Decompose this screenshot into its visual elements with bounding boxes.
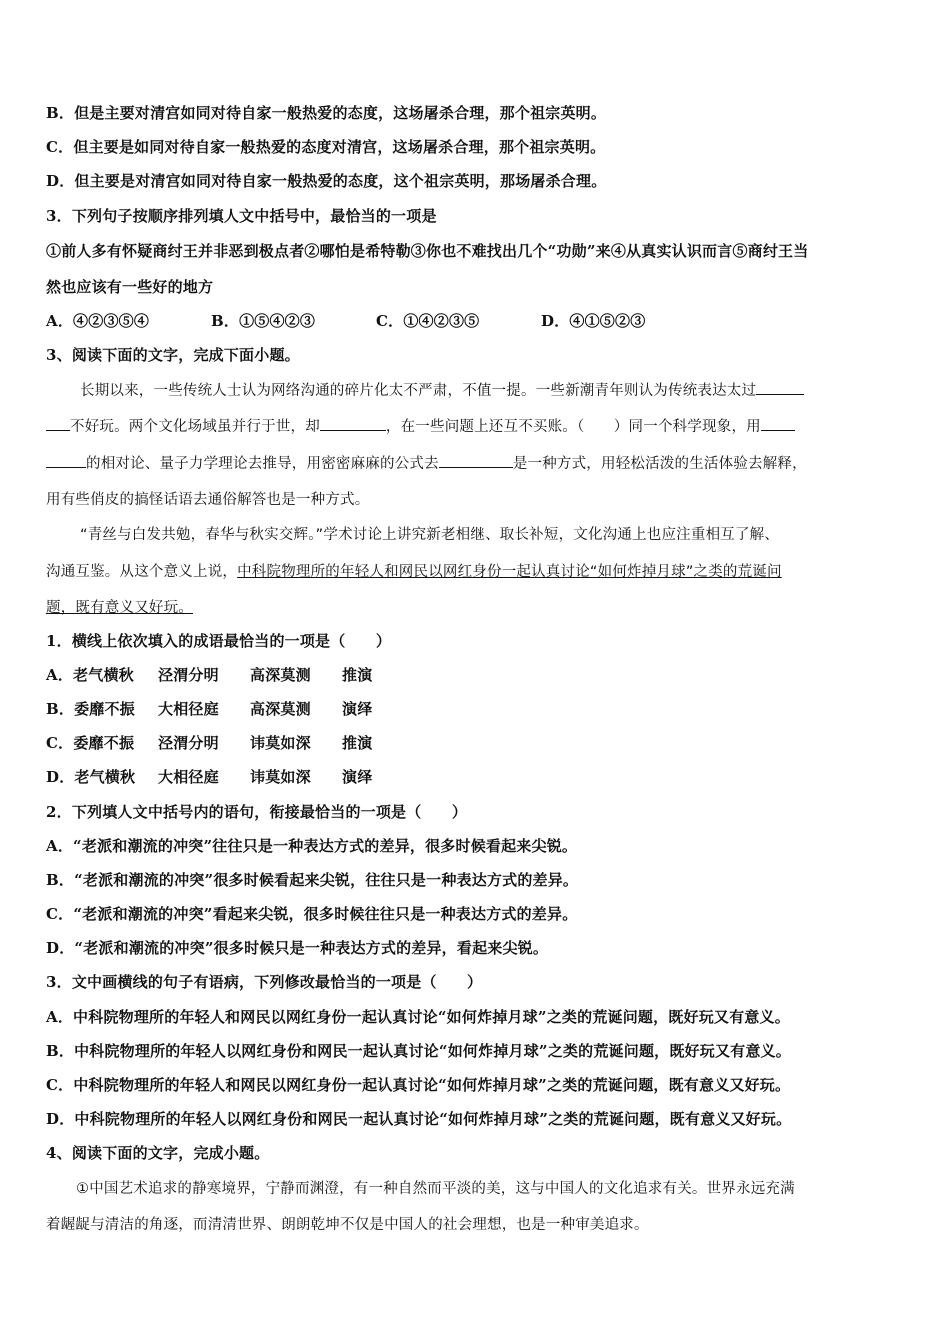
passage-4-line1: ①中国艺术追求的静寒境界，宁静而渊澄，有一种自然而平淡的美，这与中国人的文化追求有关。世界永远充满 bbox=[76, 1181, 795, 1197]
passage-3-p1-line1: 长期以来，一些传统人士认为网络沟通的碎片化太不严肃，不值一提。一些新潮青年则认为传统表达太过 bbox=[80, 379, 804, 400]
question-3-option-a: A．④②③⑤④ bbox=[46, 312, 150, 330]
question-3-options bbox=[46, 310, 645, 331]
q3-option-b: B．中科院物理所的年轻人以网红身份和网民一起认真讨论“如何炸掉月球”之类的荒诞问题，既好玩又有意义。 bbox=[46, 1042, 791, 1060]
q1-option-b: B．委靡不振 大相径庭 高深莫测 演绎 bbox=[46, 700, 373, 718]
q1-stem: 1．横线上依次填入的成语最恰当的一项是（ ） bbox=[46, 632, 392, 650]
q2-option-b: B．“老派和潮流的冲突”很多时候看起来尖锐，往往只是一种表达方式的差异。 bbox=[46, 871, 579, 889]
underlined-sentence: 中科院物理所的年轻人和网民以网红身份一起认真讨论“如何炸掉月球”之类的荒诞问 bbox=[237, 564, 782, 580]
passage-3-p1-line3: 的相对论、量子力学理论去推导，用密密麻麻的公式去 是一种方式，用轻松活泼的生活体验去解释， bbox=[46, 452, 807, 473]
blank-4 bbox=[439, 453, 513, 468]
prev-option-d: D．但主要是对清宫如同对待自家一般热爱的态度，这个祖宗英明，那场屠杀合理。 bbox=[46, 172, 607, 190]
q2-stem: 2．下列填人文中括号内的语句，衔接最恰当的一项是（ ） bbox=[46, 803, 468, 821]
question-3-items-line1: ①前人多有怀疑商纣王并非恶到极点者②哪怕是希特勒③你也不难找出几个“功勋”来④从真实认识而言⑤商纣王当 bbox=[46, 242, 809, 260]
q1-option-a: A．老气横秋 泾渭分明 高深莫测 推演 bbox=[46, 666, 373, 684]
q3-option-d: D．中科院物理所的年轻人以网红身份和网民一起认真讨论“如何炸掉月球”之类的荒诞问题，既有意义又好玩。 bbox=[46, 1110, 792, 1128]
passage-3-p1-line2: 不好玩。两个文化场域虽并行于世，却 ，在一些问题上还互不买账。（ ）同一个科学现象，用 bbox=[46, 415, 795, 436]
passage-3-p2-line2: 沟通互鉴。从这个意义上说，中科院物理所的年轻人和网民以网红身份一起认真讨论“如何炸掉月球”之类的荒诞问 bbox=[46, 564, 782, 580]
section-4-header: 4、阅读下面的文字，完成小题。 bbox=[46, 1144, 270, 1162]
section-3-header: 3、阅读下面的文字，完成下面小题。 bbox=[46, 346, 300, 364]
prev-option-c: C．但主要是如同对待自家一般热爱的态度对清宫，这场屠杀合理，那个祖宗英明。 bbox=[46, 138, 606, 156]
passage-3-p2-line1: “青丝与白发共勉，春华与秋实交辉。”学术讨论上讲究新老相继、取长补短，文化沟通上也应注重相互了解、 bbox=[80, 527, 780, 543]
blank-2 bbox=[320, 416, 386, 431]
question-3-option-c: C．①④②③⑤ bbox=[376, 312, 480, 330]
question-3-stem: 3．下列句子按顺序排列填人文中括号中，最恰当的一项是 bbox=[46, 207, 437, 225]
underlined-sentence-end: 题，既有意义又好玩。 bbox=[46, 600, 193, 616]
question-3-option-d: D．④①⑤②③ bbox=[541, 312, 646, 330]
blank-3-cont bbox=[46, 453, 86, 468]
blank-1-cont bbox=[46, 416, 70, 431]
question-3-option-b: B．①⑤④②③ bbox=[211, 312, 316, 330]
passage-4-line2: 着龌龊与清洁的角逐，而清清世界、朗朗乾坤不仅是中国人的社会理想，也是一种审美追求。 bbox=[46, 1217, 649, 1233]
passage-3-p2-line3 bbox=[46, 596, 193, 617]
prev-option-b: B．但是主要对清宫如同对待自家一般热爱的态度，这场屠杀合理，那个祖宗英明。 bbox=[46, 104, 607, 122]
q2-option-a: A．“老派和潮流的冲突”往往只是一种表达方式的差异，很多时候看起来尖锐。 bbox=[46, 837, 578, 855]
q2-option-d: D．“老派和潮流的冲突”很多时候只是一种表达方式的差异，看起来尖锐。 bbox=[46, 939, 549, 957]
q3-option-c: C．中科院物理所的年轻人和网民以网红身份一起认真讨论“如何炸掉月球”之类的荒诞问题，既有意义又好玩。 bbox=[46, 1076, 791, 1094]
q2-option-c: C．“老派和潮流的冲突”看起来尖锐，很多时候往往只是一种表达方式的差异。 bbox=[46, 905, 578, 923]
q1-option-c: C．委靡不振 泾渭分明 讳莫如深 推演 bbox=[46, 734, 373, 752]
question-3-items-line2: 然也应该有一些好的地方 bbox=[46, 278, 214, 296]
passage-3-p1-line4: 用有些俏皮的搞怪话语去通俗解答也是一种方式。 bbox=[46, 492, 370, 508]
blank-1 bbox=[756, 380, 804, 395]
q3-option-a: A．中科院物理所的年轻人和网民以网红身份一起认真讨论“如何炸掉月球”之类的荒诞问题，既好玩又有意义。 bbox=[46, 1008, 790, 1026]
q3-stem: 3．文中画横线的句子有语病，下列修改最恰当的一项是（ ） bbox=[46, 973, 483, 991]
blank-3 bbox=[761, 416, 795, 431]
q1-option-d: D．老气横秋 大相径庭 讳莫如深 演绎 bbox=[46, 768, 373, 786]
